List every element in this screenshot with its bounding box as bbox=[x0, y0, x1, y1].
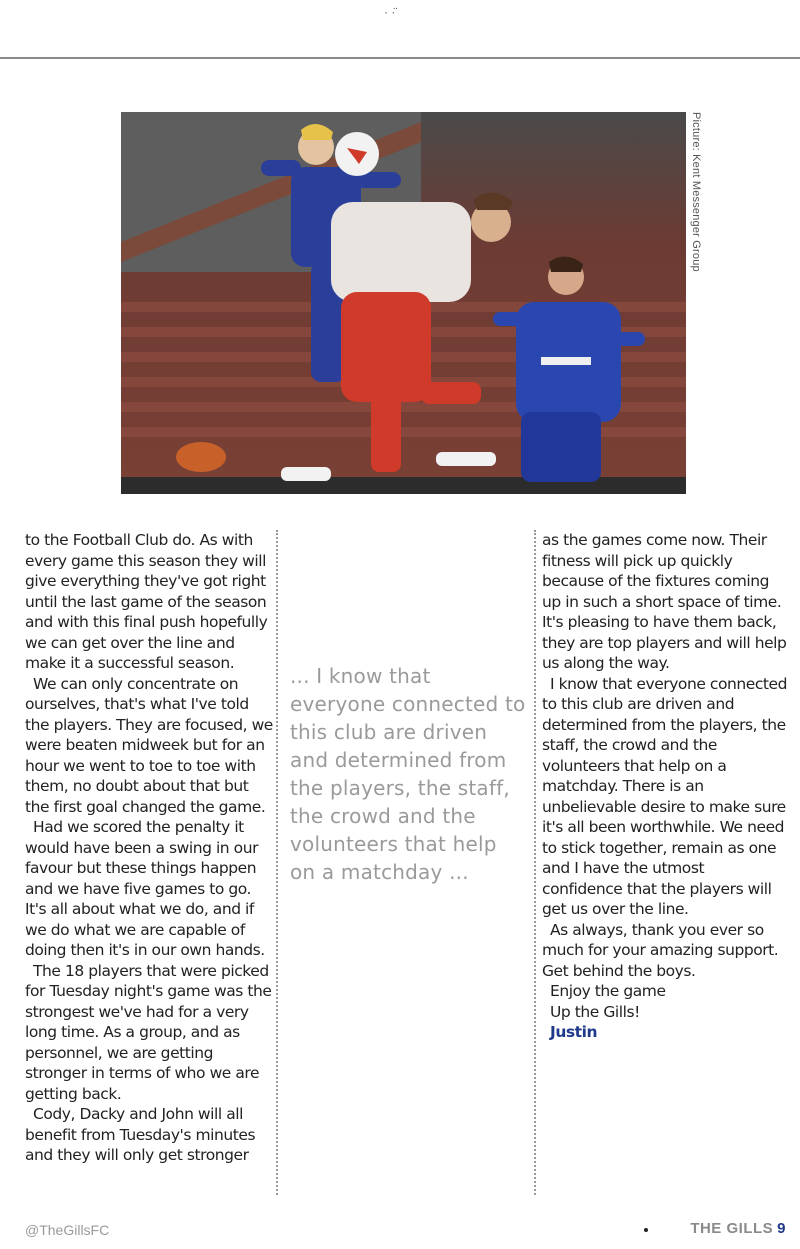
article-column-3 bbox=[542, 530, 788, 1043]
paragraph: Had we scored the penalty it would have been a swing in our favour but these things happen and we have five games to go. It's all about what we do, and if we do what we are capable of doing then it's in our own hands. bbox=[25, 818, 265, 959]
page-footer bbox=[690, 1220, 786, 1237]
print-speck bbox=[644, 1228, 648, 1232]
closing-line: Up the Gills! bbox=[550, 1002, 640, 1021]
publication-name: THE GILLS bbox=[690, 1220, 774, 1237]
signature: Justin bbox=[550, 1023, 598, 1041]
photo-credit: Picture: Kent Messenger Group bbox=[690, 112, 702, 272]
match-photo bbox=[121, 112, 686, 494]
paragraph: I know that everyone connected to this club are driven and determined from the players, the staff, the crowd and the volunteers that help on a matchday. There is an unbelievable desire to make sure it's all been worthwhile. We need to stick together, remain as one and I have the utmost confidence that the players will get us over the line. bbox=[542, 674, 788, 918]
paragraph: to the Football Club do. As with every game this season they will give everything they've got right until the last game of the season and with this final push hopefully we can get over the line and make it a successful season. bbox=[25, 531, 268, 672]
paragraph: Cody, Dacky and John will all benefit from Tuesday's minutes and they will only get stronger bbox=[25, 1105, 256, 1164]
page-number: 9 bbox=[777, 1220, 786, 1237]
match-photo-illustration bbox=[121, 112, 686, 494]
paragraph: We can only concentrate on ourselves, that's what I've told the players. They are focused, we were beaten midweek but for an hour we went to toe to toe with them, no doubt about that but the first goal changed the game. bbox=[25, 674, 273, 816]
article-column-1 bbox=[25, 530, 273, 1166]
paragraph: The 18 players that were picked for Tuesday night's game was the strongest we've had for a very long time. As a group, and as personnel, we are getting stronger in terms of who we are getting back. bbox=[25, 961, 272, 1103]
top-rule bbox=[0, 57, 800, 59]
column-divider bbox=[534, 530, 536, 1195]
social-handle: @TheGillsFC bbox=[25, 1222, 110, 1238]
pull-quote: ... I know that everyone connected to this club are driven and determined from the players, the staff, the crowd and the volunteers that help on a matchday ... bbox=[290, 664, 526, 884]
paragraph: As always, thank you ever so much for your amazing support. Get behind the boys. bbox=[542, 920, 779, 980]
column-divider bbox=[276, 530, 278, 1195]
closing-line: Enjoy the game bbox=[550, 982, 666, 1000]
paragraph: as the games come now. Their fitness will pick up quickly because of the fixtures coming up in such a short space of time. It's pleasing to have them back, they are top players and will help us along the way. bbox=[542, 531, 787, 672]
print-specks: · ·̈ bbox=[384, 5, 396, 19]
